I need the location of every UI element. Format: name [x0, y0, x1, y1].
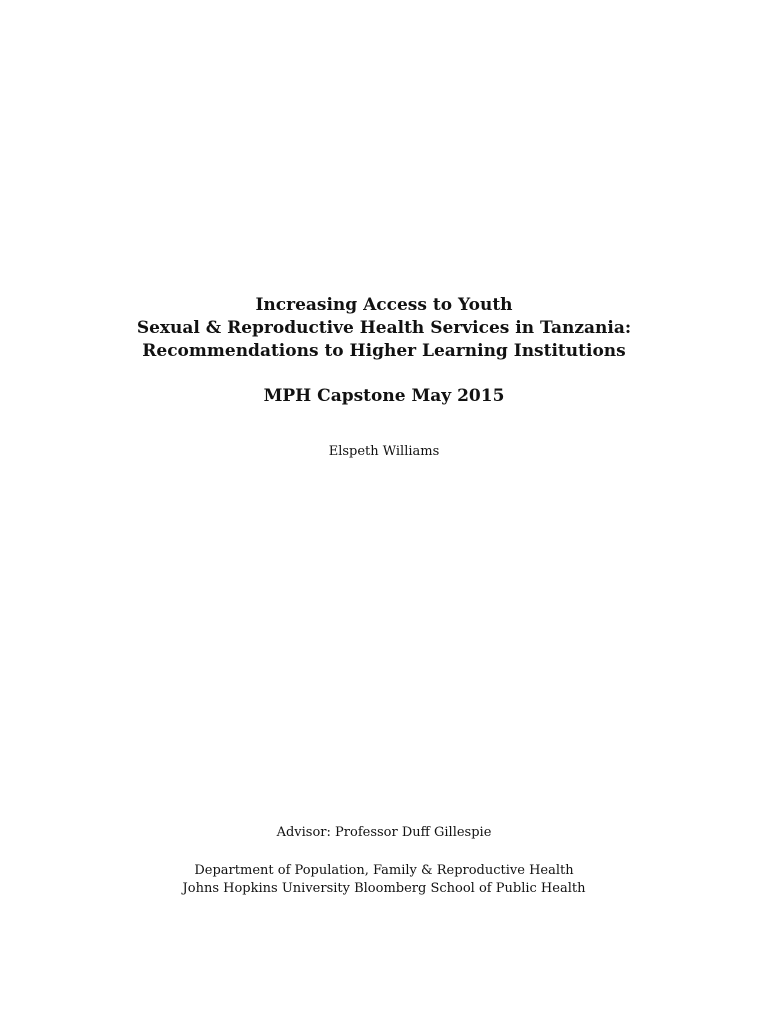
- title-line-2: Sexual & Reproductive Health Services in Tanzania:: [136, 318, 632, 338]
- title-line-1: Increasing Access to Youth: [255, 295, 513, 315]
- author-name: Elspeth Williams: [328, 444, 440, 459]
- school-line: Johns Hopkins University Bloomberg School of Public Health: [182, 881, 586, 896]
- subtitle: MPH Capstone May 2015: [263, 386, 505, 406]
- advisor-line: Advisor: Professor Duff Gillespie: [276, 825, 492, 840]
- department-line: Department of Population, Family & Reproductive Health: [194, 863, 574, 878]
- title-line-3: Recommendations to Higher Learning Institutions: [142, 341, 626, 361]
